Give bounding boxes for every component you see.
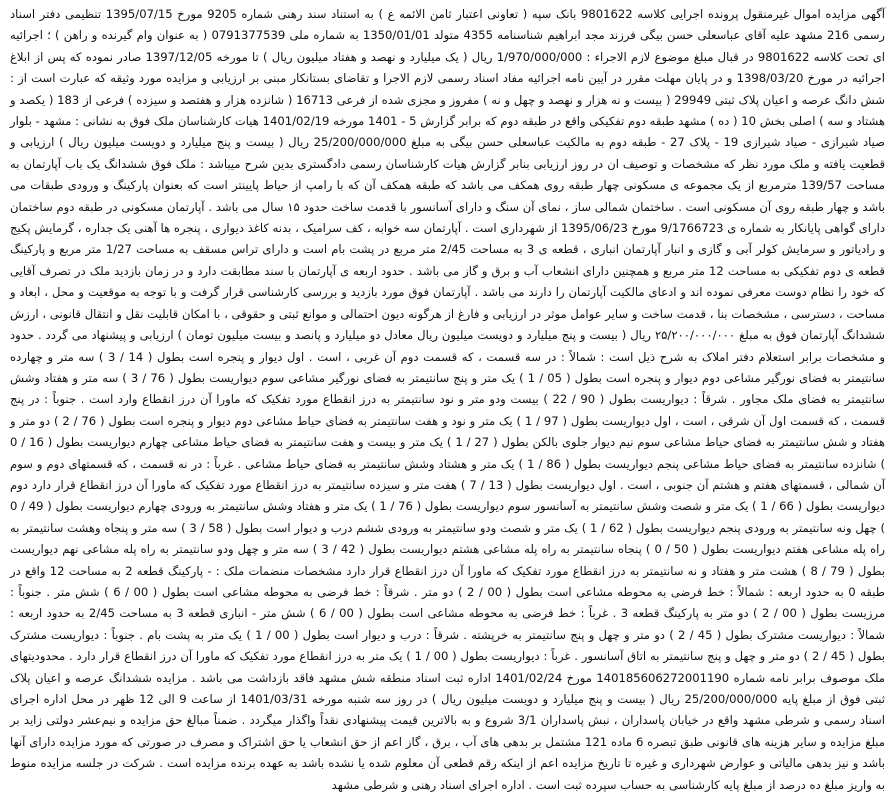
auction-notice-body: آگهی مزایده اموال غیرمنقول پرونده اجرایی کلاسه 9801622 بانک سپه ( تعاونی اعتبار ثامن الائمه ع ) به استناد سند رهنی شماره 9205 مورخ 1395/07/15 تنظیمی دفتر اسناد رسمی 216 مشهد علیه آقای عباسعلی حسن بیگی فرزند مجد ابراهیم شناسنامه 4355 متولد 1350/01/01 به شماره ملی 0791377539 ( به عنوان وام گیرنده و راهن ) ؛ اجرائیه ای تحت کلاسه 9801622 در قبال مبلغ موضوع لازم الاجراء : 1/970/000/000 ریال ( یک میلیارد و نهصد و هفتاد میلیون ریال ) تا مورخه 1397/12/05 صادر نموده که پس از ابلاغ اجرائیه در مورخ 1398/03/20 و در پایان مهلت مقرر در آیین نامه اجرائیه مفاد اسناد رسمی لازم الاجرا و تقاضای بستانکار مبنی بر ارزیابی و مزایده مورد وثیقه که عبارت است از : شش دانگ عرصه و اعیان پلاک ثبتی 29949 ( بیست و نه هزار و نهصد و چهل و نه ) مفروز و مجزی شده از فرعی 16713 ( شانزده هزار و هفتصد و سیزده ) فرعی از 183 ( یکصد و هشتاد و سه ) اصلی بخش 10 ( ده ) مشهد طبقه دوم تفکیکی واقع در طبقه دوم که برابر گزارش 5 - 1401 مورخه 1401/02/19 هیات کارشناسان ملک فوق به نشانی : مشهد - بلوار صیاد شیرازی - صیاد شیرازی 19 - پلاک 27 - طبقه دوم به مالکیت عباسعلی حسن بیگی به مبلغ 25/200/000/000 ریال ( بیست و پنج میلیارد و دویست میلیون ریال ) ارزیابی و قطعیت یافته و ملک مورد نظر که مشخصات و توصیف ان در روز ارزیابی بنابر گزارش هیات کارشناسان رسمی دادگستری بدین شرح میباشد : ملک فوق ششدانگ یک باب آپارتمان به مساحت 139/57 مترمربع از یک مجموعه ی مسکونی چهار طبقه روی همکف می باشد که طبقه همکف آن که با رامپ از حیاط پایینتر است که بعنوان پارکینگ و ورودی طبقات می باشد و چهار طبقه روی آن مسکونی است . ساختمان شمالی ساز ، نمای آن سنگ و دارای آسانسور با قدمت ساخت حدود ۱۵ سال می باشد . آپارتمان مسکونی در طبقه دوم ساختمان دارای گواهی پایانکار به شماره ی 9/1766723 مورخ 1395/06/23 از شهرداری است . آپارتمان سه خوابه ، کف سرامیک ، بدنه کاغذ دیواری ، پنجره ها آهنی یک جداره ، گرمایش پکیج و رادیاتور و سرمایش کولر آبی و گازی و انبار آپارتمان انباری ، قطعه ی 3 به مساحت 2/45 متر مربع در پشت بام است و دارای تراس مسقف به مساحت 1/27 متر مربع و پارکینگ قطعه ی دوم تفکیکی به مساحت 12 متر مربع و همچنین دارای انشعاب آب و برق و گاز می باشد . حدود اربعه ی آپارتمان با سند مطابقت دارد و در زمان بازدید ملک در تصرف آقایی که خود را نظام دوست معرفی نموده اند و ادعای مالکیت آپارتمان را دارند می باشد . آپارتمان فوق مورد بازدید و بررسی کارشناسی قرار گرفت و با توجه به موقعیت و محل ، ابعاد و مساحت ، دسترسی ، مشخصات بنا ، قدمت ساخت و سایر عوامل موثر در ارزیابی و فارغ از هرگونه دیون احتمالی و موانع ثبتی و حقوقی ، با امکان قابلیت نقل و انتقال قانونی ، ارزش ششدانگ آپارتمان فوق به مبلغ ۲۵/۲۰۰/۰۰۰/۰۰۰ ریال ( بیست و پنج میلیارد و دویست میلیون ریال معادل دو میلیارد و پانصد و بیست میلیون تومان ) ارزیابی و پیشنهاد می گردد . حدود و مشخصات برابر استعلام دفتر املاک به شرح ذیل است : شمالاً : در سه قسمت ، که قسمت دوم آن غربی ، است . اول دیوار و پنجره است بطول ( 14 / 3 ) سه متر و چهارده سانتیمتر به فضای نورگیر مشاعی دوم دیوار و پنجره است بطول ( 05 / 1 ) یک متر و پنج سانتیمتر به فضای نورگیر مشاعی سوم دیواریست بطول ( 76 / 3 ) سه متر و هفتاد وشش سانتیمتر به فضای ملک مجاور . شرقاً : دیواریست بطول ( 90 / 22 ) بیست ودو متر و نود سانتیمتر به درز انقطاع مورد تفکیک که ماورا آن درز انقطاع وارد است . جنوباً : در پنج قسمت ، که قسمت اول آن شرقی ، است ، اول دیواریست بطول ( 97 / 1 ) یک متر و نود و هفت سانتیمتر به فضای حیاط مشاعی دوم دیوار و پنجره است بطول ( 76 / 2 ) دو متر و هفتاد و شش سانتیمتر به فضای حیاط مشاعی سوم نیم دیوار جلوی بالکن بطول ( 27 / 1 ) یک متر و بیست و هفت سانتیمتر به فضای حیاط مشاعی چهارم دیواریست بطول ( 16 / 0 ) شانزده سانتیمتر به فضای حیاط مشاعی پنجم دیواریست بطول ( 86 / 1 ) یک متر و هشتاد وشش سانتیمتر به فضای حیاط مشاعی . غرباً : در نه قسمت ، که قسمتهای دوم و سوم آن شمالی ، قسمتهای هفتم و هشتم آن جنوبی ، است . اول دیواریست بطول ( 13 / 7 ) هفت متر و سیزده سانتیمتر به درز انقطاع مورد تفکیک که ماورا آن درز انقطاع قرار دارد دوم دیواریست بطول ( 66 / 1 ) یک متر و شصت وشش سانتیمتر به آسانسور سوم دیواریست بطول ( 76 / 1 ) یک متر و هفتاد وشش سانتیمتر به ورودی چهارم دیواریست بطول ( 49 / 0 ) چهل ونه سانتیمتر به ورودی پنجم دیواریست بطول ( 62 / 1 ) یک متر و شصت ودو سانتیمتر به ورودی ششم درب و دیوار است بطول ( 58 / 3 ) سه متر و پنجاه وهشت سانتیمتر به راه پله مشاعی هفتم دیواریست بطول ( 50 / 0 ) پنجاه سانتیمتر به راه پله مشاعی هشتم دیواریست بطول ( 42 / 3 ) سه متر و چهل ودو سانتیمتر به راه پله مشاعی نهم دیواریست بطول ( 79 / 8 ) هشت متر و هفتاد و نه سانتیمتر به درز انقطاع مورد تفکیک که ماورا آن درز انقطاع قرار دارد مشخصات منضمات ملک : - پارکینگ قطعه 2 به مساحت 12 واقع در طبقه 0 به حدود اربعه : شمالاً : خط فرضی به محوطه مشاعی است بطول ( 00 / 2 ) دو متر . شرقاً : خط فرضی به محوطه مشاعی است بطول ( 00 / 6 ) شش متر . جنوباً : مرزیست بطول ( 00 / 2 ) دو متر به پارکینگ قطعه 3 . غرباً : خط فرضی به محوطه مشاعی است بطول ( 00 / 6 ) شش متر - انباری قطعه 3 به مساحت 2/45 به حدود اربعه : شمالاً : دیواریست مشترک بطول ( 45 / 2 ) دو متر و چهل و پنج سانتیمتر به خرپشته . شرقاً : درب و دیوار است بطول ( 00 / 1 ) یک متر به پشت بام . جنوباً : دیواریست مشترک بطول ( 45 / 2 ) دو متر و چهل و پنج سانتیمتر به اتاق آسانسور . غرباً : دیواریست بطول ( 00 / 1 ) یک متر به درز انقطاع مورد تفکیک که ماورا آن درز انقطاع قرار دارد . محدودیتهای ملک موصوف برابر نامه شماره 140185606272001190 مورخ 1401/02/24 اداره ثبت اسناد منطقه شش مشهد فاقد بازداشت می باشد . مزایده ششدانگ عرصه و اعیان پلاک ثبتی فوق از مبلغ پایه 25/200/000/000 ریال ( بیست و پنج میلیارد و دویست میلیون ریال ) در روز سه شنبه مورخه 1401/03/31 از ساعت 9 الی 12 ظهر در محل اداره اجرای اسناد رسمی و شرطی مشهد واقع در خیابان پاسداران ، نبش پاسداران 3/1 شروع و به بالاترین قیمت پیشنهادی نقداً واگذار میگردد . ضمناً مبالغ حق مزایده و نیم‌عشر دولتی زاید بر مبلغ مزایده و سایر هزینه های قانونی طبق تبصره 6 ماده 121 مشتمل بر بدهی های آب ، برق ، گاز اعم از حق انشعاب یا حق اشتراک و مصرف در صورتی که مورد مزایده دارای آنها باشد و نیز بدهی مالیاتی و عوارض شهرداری و غیره تا تاریخ مزایده اعم از اینکه رقم قطعی آن معلوم شده یا نشده باشد به عهده برنده مزایده است . شرکت در جلسه مزایده منوط به واریز مبلغ ده درصد از مبلغ پایه کارشناسی به حساب سپرده ثبت است . اداره اجرای اسناد رهنی و شرطی مشهد: [10, 7, 886, 792]
